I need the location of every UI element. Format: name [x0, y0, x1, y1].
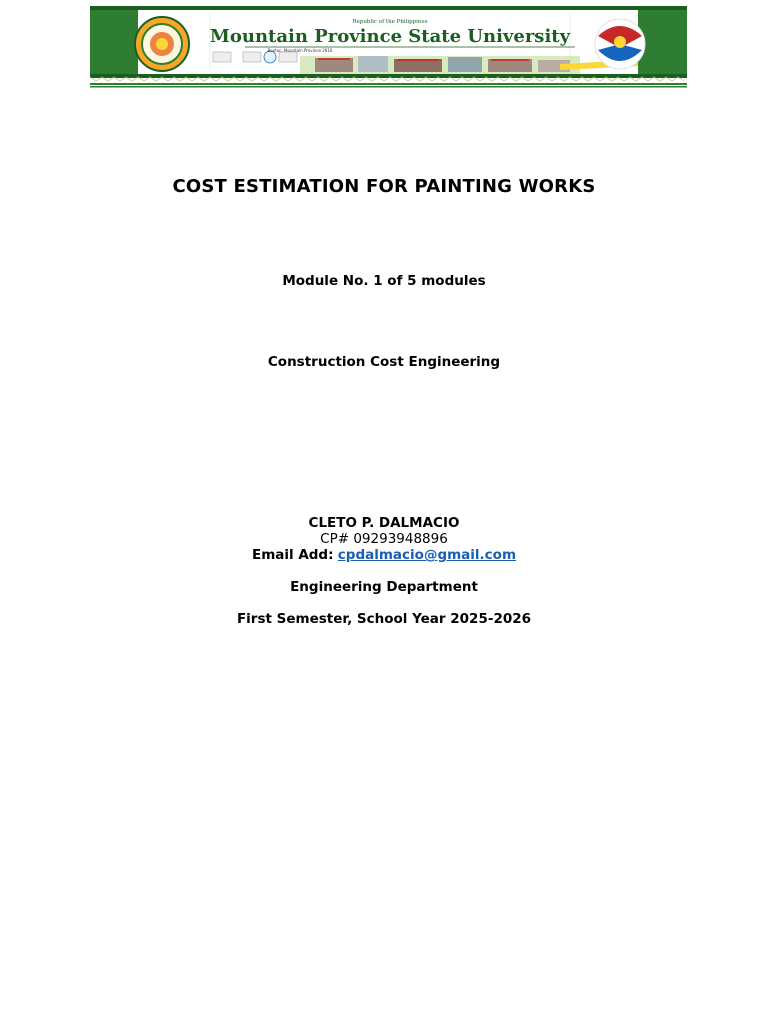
- module-number: Module No. 1 of 5 modules: [282, 273, 486, 289]
- banner-location-text: Bontoc, Mountain Province 2616: [267, 48, 333, 53]
- banner-university-name: Mountain Province State University: [209, 26, 571, 47]
- banner-republic-text: Republic of the Philippines: [352, 19, 428, 25]
- document-title: COST ESTIMATION FOR PAINTING WORKS: [172, 176, 596, 197]
- email-link[interactable]: cpdalmacio@gmail.com: [337, 547, 517, 563]
- author-phone: CP# 09293948896: [320, 531, 448, 547]
- department: Engineering Department: [290, 579, 478, 595]
- author-email-line: [0, 547, 768, 563]
- email-label: Email Add:: [251, 547, 334, 563]
- course-name: Construction Cost Engineering: [267, 354, 501, 370]
- semester: First Semester, School Year 2025-2026: [236, 611, 532, 627]
- university-banner: [90, 6, 687, 88]
- author-name: CLETO P. DALMACIO: [308, 515, 460, 531]
